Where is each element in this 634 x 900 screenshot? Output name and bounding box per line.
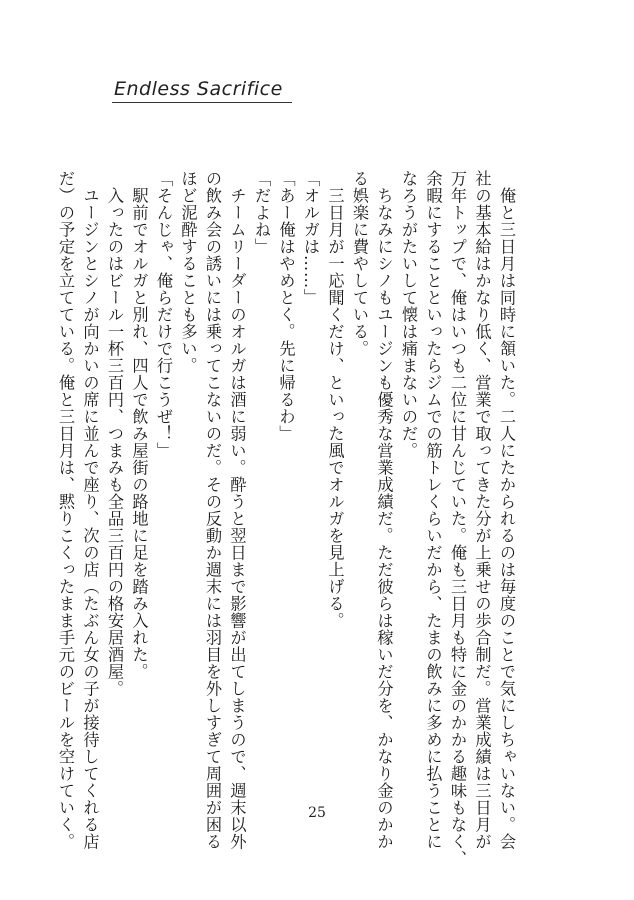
text-line: 三日月が一応聞くだけ、といった風でオルガを見上げる。: [325, 170, 345, 629]
dialogue-line: 「オルガは……」: [301, 170, 320, 306]
text-line: ちなみにシノもユージンも優秀な営業成績だ。ただ彼らは稼いだ分を、かなり金のかか: [374, 170, 394, 850]
text-line: 余暇にすることといったらジムでの筋トレくらいだから、たまの飲みに多めに払うことに: [423, 170, 443, 850]
header-underline: [112, 102, 292, 103]
text-line: 駅前でオルガと別れ、四人で飲み屋街の路地に足を踏み入れた。: [129, 170, 149, 680]
text-line: ユージンとシノが向かいの席に並んで座り、次の店（たぶん女の子が接待してくれる店: [80, 170, 100, 850]
text-line: チームリーダーのオルガは酒に弱い。酔うと翌日まで影響が出てしまうので、週末以外: [227, 170, 247, 850]
text-line: ほど泥酔することも多い。: [178, 170, 198, 374]
page-number: 25: [308, 805, 326, 821]
dialogue-line: 「だよね」: [252, 170, 271, 255]
text-line: だ）の予定を立てている。俺と三日月は、黙りこくったまま手元のビールを空けていく。: [56, 170, 75, 850]
text-line: なろうがたいして懐は痛まないのだ。: [399, 170, 418, 459]
dialogue-line: 「そんじゃ、俺らだけで行こうぜ！」: [154, 170, 173, 459]
running-header: [112, 78, 292, 104]
dialogue-line: 「あー俺はやめとく。先に帰るわ」: [276, 170, 296, 442]
text-line: る娯楽に費やしている。: [350, 170, 369, 357]
text-line: 万年トップで、俺はいつも二位に甘んじていた。俺も三日月も特に金のかかる趣味もなく、: [448, 170, 467, 867]
text-line: 俺と三日月は同時に頷いた。二人にたかられるのは毎度のことで気にしちゃいない。会: [497, 170, 516, 850]
text-line: 社の基本給はかなり低く、営業で取ってきた分が上乗せの歩合制だ。営業成績は三日月が: [472, 170, 492, 850]
text-line: 入ったのはビール一杯三百円、つまみも全品三百円の格安居酒屋。: [105, 170, 124, 697]
text-line: の飲み会の誘いには乗ってこないのだ。その反動か週末には羽目を外しすぎて周囲が困る: [203, 170, 222, 850]
book-title: Endless Sacrifice: [114, 78, 283, 100]
